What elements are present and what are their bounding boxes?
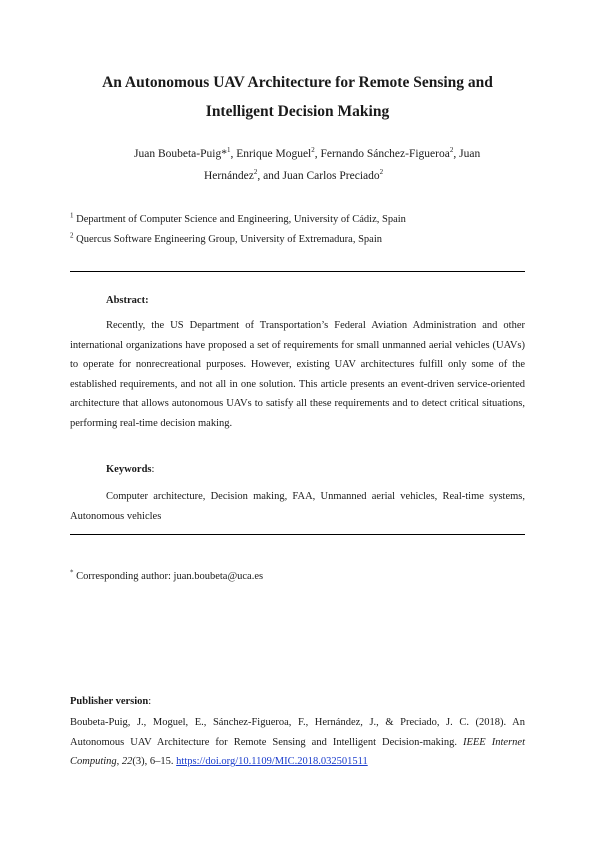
affiliation-number: 2 <box>70 231 74 240</box>
footnote-mark: * <box>70 568 74 577</box>
footnote <box>70 568 264 582</box>
affiliation-2 <box>70 231 382 245</box>
affiliation-mark: 1 <box>226 146 231 155</box>
affiliation-mark: 2 <box>253 168 258 177</box>
author-list-line-1 <box>134 148 480 160</box>
keywords-label: Keywords <box>106 464 152 475</box>
top-divider <box>70 271 525 272</box>
keywords-heading <box>106 464 154 475</box>
keywords-text: Computer architecture, Decision making, FAA, Unmanned aerial vehicles, Real-time systems, Autonomous vehicles <box>70 491 525 522</box>
affiliation-1 <box>70 211 406 225</box>
author-name: , Fernando Sánchez-Figueroa <box>314 148 450 160</box>
author-name: , Juan <box>453 148 481 160</box>
publisher-colon: : <box>148 696 152 707</box>
author-name: Juan Boubeta-Puig* <box>134 148 227 160</box>
citation-text: Boubeta-Puig, J., Moguel, E., Sánchez-Figueroa, F., Hernández, J., & Preciado, J. C. (2018). An Autonomous UAV Architecture for Remote Sensing and Intelligent Decision-making. <box>70 717 525 748</box>
journal-issue-pages: (3), 6–15. <box>132 756 177 767</box>
journal-name: IEEE Internet Computing <box>70 736 525 767</box>
affiliation-text: Department of Computer Science and Engineering, University of Cádiz, Spain <box>76 214 406 225</box>
author-list-line-2 <box>204 170 383 182</box>
abstract-heading: Abstract: <box>106 295 149 306</box>
affiliation-mark: 2 <box>379 168 384 177</box>
affiliation-text: Quercus Software Engineering Group, University of Extremadura, Spain <box>76 234 382 245</box>
paper-title-line-1: An Autonomous UAV Architecture for Remote Sensing and <box>102 74 493 91</box>
publisher-heading <box>70 696 151 707</box>
journal-volume: 22 <box>121 756 133 767</box>
author-name: , Enrique Moguel <box>230 148 312 160</box>
publisher-citation <box>70 713 525 772</box>
abstract-text: Recently, the US Department of Transportation’s Federal Aviation Administration and other international organizations have proposed a set of requirements for small unmanned aerial vehicles (UAVs) to operate for nonrecreational purposes. However, existing UAV architectures fulfill only some of the established requirements, and not all in one solution. This article presents an event-driven service-oriented architecture that allows autonomous UAVs to satisfy all these requirements and to detect critical situations, performing real-time decision making. <box>70 320 525 429</box>
publisher-label: Publisher version <box>70 696 149 707</box>
footnote-text: Corresponding author: juan.boubeta@uca.es <box>73 571 264 582</box>
bottom-divider <box>70 534 525 535</box>
affiliation-number: 1 <box>70 211 74 220</box>
affiliation-mark: 2 <box>311 146 315 155</box>
author-name: Hernández <box>204 170 254 182</box>
citation-separator: , <box>116 756 122 767</box>
affiliation-mark: 2 <box>449 146 454 155</box>
author-name: , and Juan Carlos Preciado <box>257 170 380 182</box>
doi-link[interactable]: https://doi.org/10.1109/MIC.2018.032501511 <box>176 756 368 767</box>
keywords-colon: : <box>151 464 155 475</box>
paper-title-line-2: Intelligent Decision Making <box>205 103 390 120</box>
